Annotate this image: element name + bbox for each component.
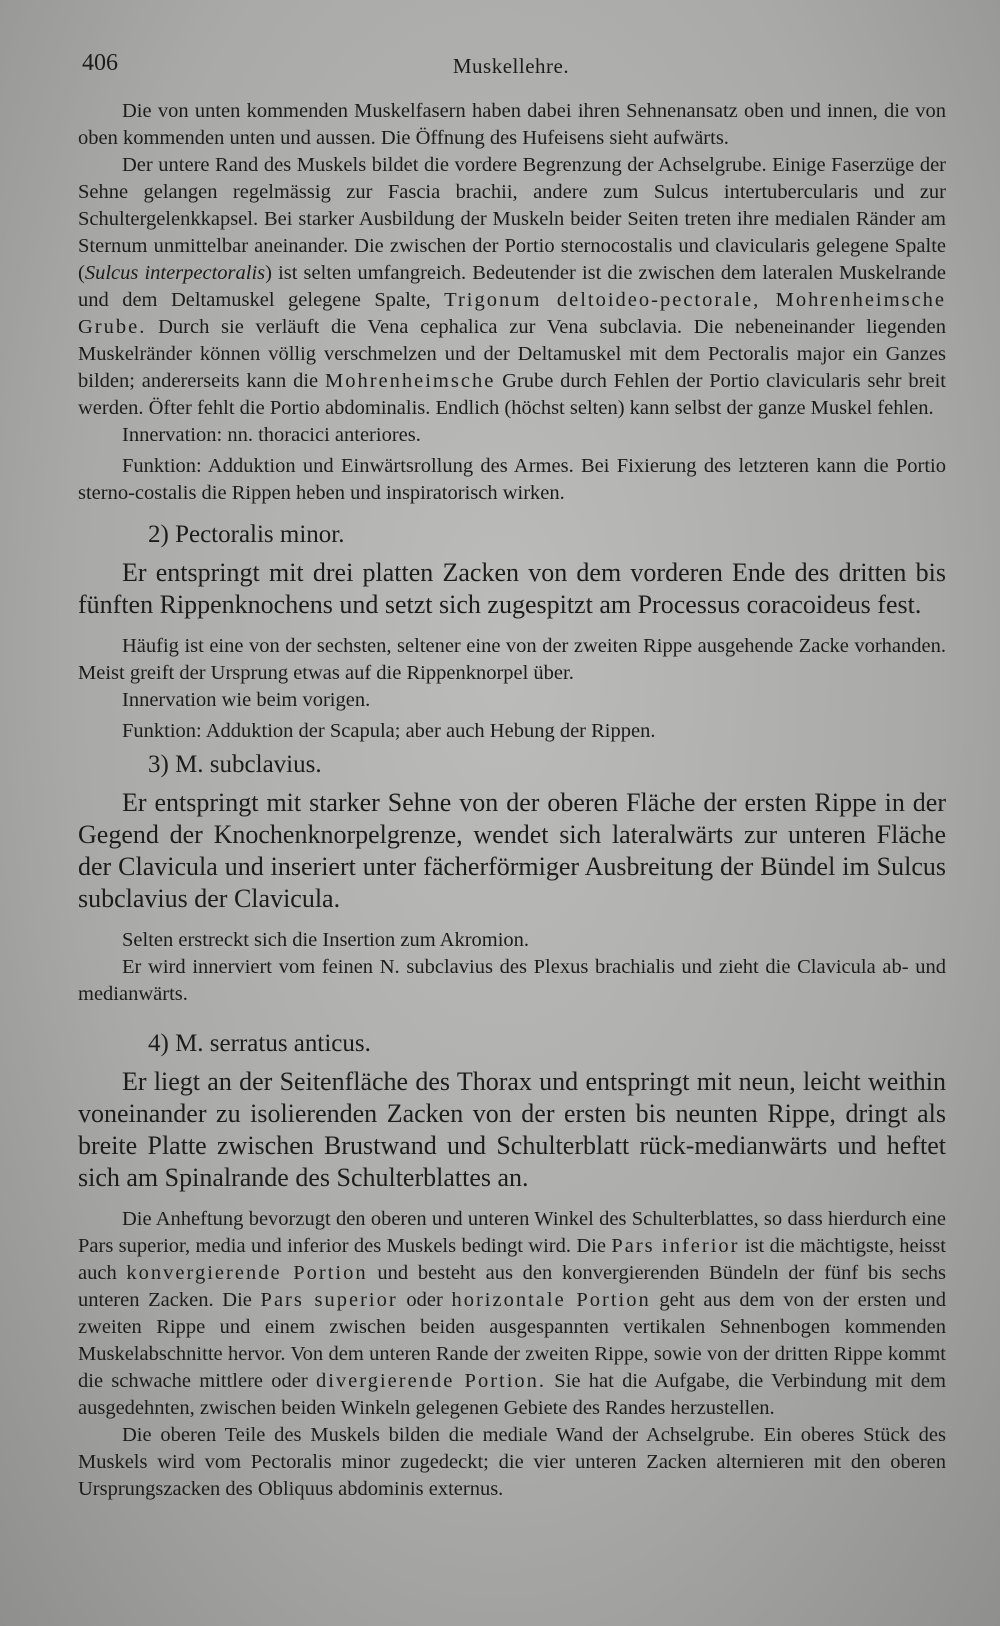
- term-konvergierende-portion: konvergierende Portion: [126, 1262, 368, 1284]
- heading-subclavius: 3) M. subclavius.: [148, 751, 322, 778]
- page-content: [78, 98, 946, 1503]
- term-pars-superior: Pars superior: [260, 1289, 398, 1311]
- term-horizontale-portion: horizontale Portion: [451, 1289, 651, 1311]
- innervation-pectoralis-minor: Innervation wie beim vorigen.: [122, 689, 371, 711]
- paragraph-serratus-anticus: Er liegt an der Seitenfläche des Thorax und entspringt mit neun, leicht weithin voneinander zu isolierenden Zacken von der ersten bis neunten Rippe, dringt als breite Platte zwischen Brustwand und Schulterblatt rück-medianwärts und heftet sich am Spinalrande des Schulterblattes an.: [78, 1067, 946, 1192]
- page-number: 406: [82, 50, 118, 76]
- note-pectoralis-minor: Häufig ist eine von der sechsten, seltener eine von der zweiten Rippe ausgehende Zacke vorhanden. Meist greift der Ursprung etwas auf die Rippenknorpel über.: [78, 635, 946, 684]
- paragraph-pectoralis-minor: Er entspringt mit drei platten Zacken von dem vorderen Ende des dritten bis fünften Rippenknochens und setzt sich zugespitzt am Processus coracoideus fest.: [78, 558, 946, 619]
- note-subclavius-innervation: Er wird innerviert vom feinen N. subclavius des Plexus brachialis und zieht die Clavicula ab- und medianwärts.: [78, 956, 946, 1005]
- term-trigonum: Trigonum deltoideo-pectorale, Mohrenheimsche Grube.: [78, 289, 946, 338]
- note-serratus-relations: Die oberen Teile des Muskels bilden die mediale Wand der Achselgrube. Ein oberes Stück des Muskels wird vom Pectoralis minor zugedeckt; die vier unteren Zacken alternieren mit den oberen Ursprungszacken des Obliquus abdominis externus.: [78, 1424, 946, 1500]
- term-divergierende-portion: divergierende Portion.: [315, 1370, 547, 1392]
- page-header: [82, 50, 940, 84]
- heading-serratus-anticus: 4) M. serratus anticus.: [148, 1030, 371, 1057]
- term-mohrenheim: Mohrenheimsche: [324, 370, 496, 392]
- innervation-pectoralis-major: Innervation: nn. thoracici anteriores.: [122, 424, 421, 446]
- term-sulcus-interpectoralis: Sulcus interpectoralis: [84, 262, 266, 284]
- note-serratus-parts: Die Anheftung bevorzugt den oberen und unteren Winkel des Schulterblattes, so dass hierdurch eine Pars superior, media und inferior des Muskels bedingt wird. Die Pars inferior ist die mächtigste, heisst auch konvergierende Portion und besteht aus den konvergierenden Bündeln der fünf bis sechs unteren Zacken. Die Pars superior oder horizontale Portion geht aus dem von der ersten und zweiten Rippe und einem zwischen beiden ausgespannten vertikalen Sehnenbogen kommenden Muskelabschnitte hervor. Von dem unteren Rande der zweiten Rippe, sowie von der dritten Rippe kommt die schwache mittlere oder divergierende Portion. Sie hat die Aufgabe, die Verbindung mit dem ausgedehnten, zwischen beiden Winkeln gelegenen Gebiete des Randes herzustellen.: [78, 1208, 947, 1419]
- running-title: Muskellehre.: [452, 54, 570, 78]
- note-subclavius-insertion: Selten erstreckt sich die Insertion zum Akromion.: [122, 929, 530, 951]
- paragraph-subclavius: Er entspringt mit starker Sehne von der oberen Fläche der ersten Rippe in der Gegend der Knochenknorpelgrenze, wendet sich lateralwärts zur unteren Fläche der Clavicula und inseriert unter fächerförmiger Ausbreitung der Bündel im Sulcus subclavius der Clavicula.: [78, 788, 946, 913]
- function-pectoralis-major: Funktion: Adduktion und Einwärtsrollung des Armes. Bei Fixierung des letzteren kann die Portio sterno-costalis die Rippen heben und inspiratorisch wirken.: [78, 455, 946, 504]
- function-pectoralis-minor: Funktion: Adduktion der Scapula; aber auch Hebung der Rippen.: [122, 720, 656, 742]
- term-pars-inferior: Pars inferior: [611, 1235, 740, 1257]
- paragraph-fibers: Die von unten kommenden Muskelfasern haben dabei ihren Sehnenansatz oben und innen, die von oben kommenden unten und aussen. Die Öffnung des Hufeisens sieht aufwärts.: [78, 100, 946, 149]
- paragraph-lower-margin: Der untere Rand des Muskels bildet die vordere Begrenzung der Achselgrube. Einige Faserzüge der Sehne gelangen regelmässig zur Fascia brachii, andere zum Sulcus intertubercularis und zur Schultergelenkkapsel. Bei starker Ausbildung der Muskeln beider Seiten treten ihre medialen Ränder am Sternum unmittelbar aneinander. Die zwischen der Portio sternocostalis und clavicularis gelegene Spalte (Sulcus interpectoralis) ist selten umfangreich. Bedeutender ist die zwischen dem lateralen Muskelrande und dem Deltamuskel gelegene Spalte, Trigonum deltoideo-pectorale, Mohrenheimsche Grube. Durch sie verläuft die Vena cephalica zur Vena subclavia. Die nebeneinander liegenden Muskelränder können völlig verschmelzen und der Deltamuskel mit dem Pectoralis major ein Ganzes bilden; andererseits kann die Mohrenheimsche Grube durch Fehlen der Portio clavicularis sehr breit werden. Öfter fehlt die Portio abdominalis. Endlich (höchst selten) kann selbst der ganze Muskel fehlen.: [78, 154, 946, 419]
- heading-pectoralis-minor: 2) Pectoralis minor.: [148, 521, 345, 548]
